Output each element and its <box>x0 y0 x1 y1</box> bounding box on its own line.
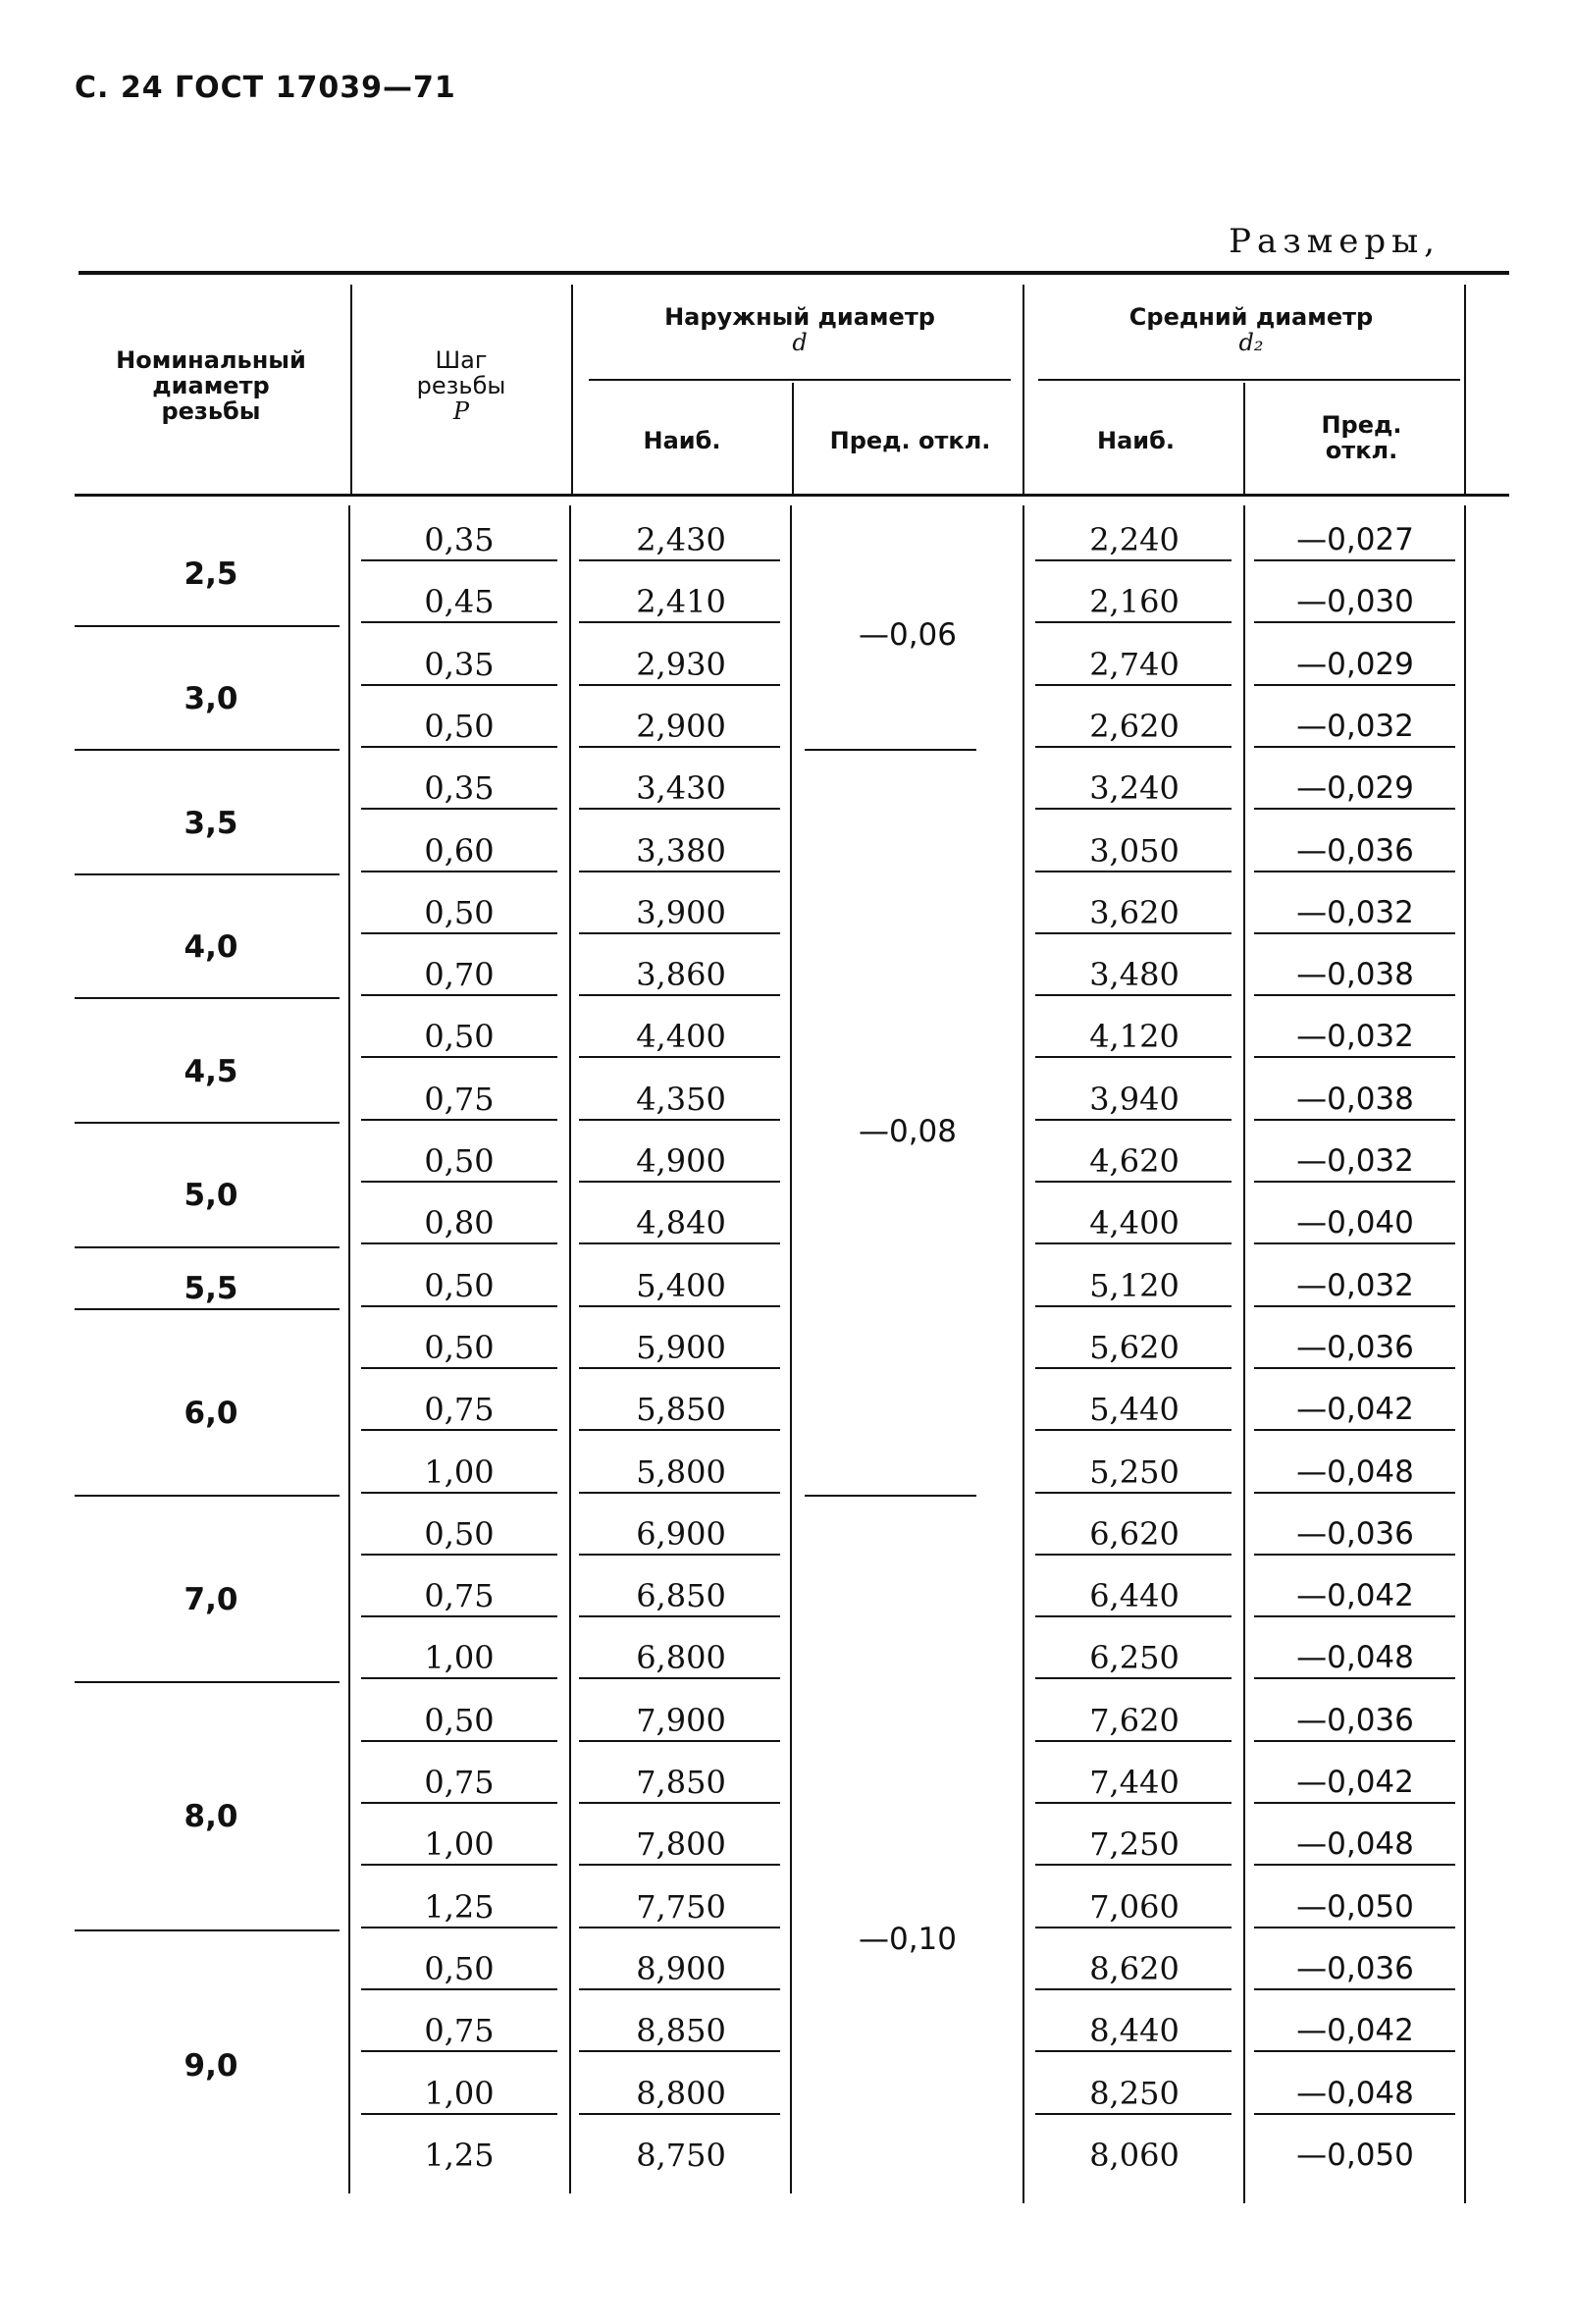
outer-max-cell: 6,850 <box>636 1577 726 1615</box>
middle-max-cell: 7,620 <box>1089 1701 1180 1739</box>
middle-dev-cell: —0,036 <box>1296 1515 1414 1552</box>
nominal-diameter-cell: 7,0 <box>184 1581 238 1617</box>
row-underline <box>579 994 780 996</box>
middle-dev-cell: —0,042 <box>1296 1765 1414 1800</box>
row-underline <box>579 1119 780 1121</box>
row-underline <box>1254 1927 1455 1928</box>
table-caption: Размеры, <box>1229 222 1441 261</box>
row-underline <box>361 808 557 810</box>
row-underline <box>1035 1367 1232 1369</box>
row-underline <box>1035 1429 1232 1431</box>
row-underline <box>579 1740 780 1742</box>
header-bottom-rule <box>75 494 1509 497</box>
group-separator <box>75 1681 340 1683</box>
outer-max-cell: 4,840 <box>636 1204 726 1242</box>
header-outer-diameter: Наружный диаметр d <box>574 304 1025 355</box>
row-underline <box>1035 2113 1232 2115</box>
middle-dev-cell: —0,032 <box>1296 708 1414 744</box>
pitch-cell: 0,75 <box>424 1764 495 1801</box>
middle-dev-cell: —0,042 <box>1296 2013 1414 2049</box>
outer-max-cell: 5,800 <box>636 1452 726 1491</box>
outer-max-cell: 3,380 <box>636 831 726 870</box>
row-underline <box>361 1367 557 1369</box>
row-underline <box>1254 1181 1455 1183</box>
row-underline <box>1254 1615 1455 1617</box>
pitch-cell: 1,00 <box>424 1639 495 1677</box>
row-underline <box>361 1927 557 1928</box>
pitch-cell: 0,60 <box>424 831 495 870</box>
group-separator <box>75 1495 340 1497</box>
row-underline <box>1035 559 1232 561</box>
middle-dev-cell: —0,029 <box>1296 770 1414 807</box>
middle-max-cell: 3,940 <box>1089 1080 1180 1118</box>
middle-dev-cell: —0,048 <box>1296 2075 1414 2111</box>
group-separator <box>75 1246 340 1248</box>
pitch-cell: 0,75 <box>424 2012 495 2050</box>
pitch-cell: 1,25 <box>424 2136 495 2174</box>
group-separator <box>75 1122 340 1124</box>
pitch-cell: 0,35 <box>424 645 495 683</box>
row-underline <box>579 1615 780 1617</box>
middle-dev-cell: —0,042 <box>1296 1392 1414 1428</box>
table-top-rule <box>79 271 1509 275</box>
row-underline <box>1254 1740 1455 1742</box>
middle-max-cell: 3,620 <box>1089 893 1180 931</box>
row-underline <box>1254 621 1455 623</box>
middle-max-cell: 6,440 <box>1089 1577 1180 1615</box>
middle-dev-cell: —0,036 <box>1296 1702 1414 1738</box>
middle-dev-cell: —0,036 <box>1296 1950 1414 1986</box>
group-separator <box>75 873 340 875</box>
header-middle-max: Наиб. <box>1097 427 1175 454</box>
row-underline <box>579 746 780 748</box>
outer-max-cell: 3,430 <box>636 769 726 808</box>
middle-dev-cell: —0,032 <box>1296 1267 1414 1303</box>
row-underline <box>579 1864 780 1866</box>
row-underline <box>579 1554 780 1556</box>
body-vline <box>1243 505 1245 2203</box>
middle-max-cell: 4,400 <box>1089 1204 1180 1242</box>
middle-dev-cell: —0,042 <box>1296 1578 1414 1614</box>
outer-max-cell: 4,400 <box>636 1018 726 1056</box>
group-separator <box>75 997 340 999</box>
row-underline <box>579 1492 780 1494</box>
header-vline <box>1022 285 1024 494</box>
middle-dev-cell: —0,048 <box>1296 1826 1414 1863</box>
row-underline <box>579 871 780 872</box>
row-underline <box>1035 1740 1232 1742</box>
middle-dev-cell: —0,040 <box>1296 1205 1414 1241</box>
nominal-diameter-cell: 5,5 <box>184 1271 238 1307</box>
group-separator <box>75 1308 340 1310</box>
middle-dev-cell: —0,029 <box>1296 646 1414 682</box>
row-underline <box>1035 1864 1232 1866</box>
row-underline <box>361 1181 557 1183</box>
middle-max-cell: 3,480 <box>1089 956 1180 994</box>
row-underline <box>1254 684 1455 686</box>
middle-max-cell: 5,440 <box>1089 1391 1180 1429</box>
pitch-cell: 0,50 <box>424 1514 495 1553</box>
row-underline <box>579 559 780 561</box>
row-underline <box>361 1554 557 1556</box>
row-underline <box>1035 621 1232 623</box>
row-underline <box>1254 994 1455 996</box>
middle-max-cell: 8,440 <box>1089 2012 1180 2050</box>
middle-max-cell: 7,440 <box>1089 1764 1180 1801</box>
outer-max-cell: 3,860 <box>636 956 726 994</box>
row-underline <box>1035 746 1232 748</box>
row-underline <box>361 1988 557 1990</box>
middle-max-cell: 5,620 <box>1089 1328 1180 1366</box>
header-outer-dev: Пред. откл. <box>829 427 991 454</box>
row-underline <box>361 1119 557 1121</box>
row-underline <box>579 621 780 623</box>
row-underline <box>361 1802 557 1804</box>
outer-max-cell: 4,350 <box>636 1080 726 1118</box>
row-underline <box>361 1864 557 1866</box>
middle-dev-cell: —0,048 <box>1296 1640 1414 1676</box>
middle-header-rule <box>1038 379 1460 381</box>
header-nominal: Номинальный диаметр резьбы <box>116 346 306 425</box>
row-underline <box>1035 1305 1232 1307</box>
row-underline <box>1035 1181 1232 1183</box>
group-separator <box>75 625 340 627</box>
row-underline <box>361 932 557 934</box>
row-underline <box>1035 2050 1232 2052</box>
row-underline <box>1254 1492 1455 1494</box>
nominal-diameter-cell: 8,0 <box>184 1799 238 1835</box>
pitch-cell: 0,50 <box>424 707 495 745</box>
row-underline <box>1035 1554 1232 1556</box>
nominal-diameter-cell: 2,5 <box>184 556 238 593</box>
outer-max-cell: 3,900 <box>636 893 726 931</box>
body-vline <box>790 505 792 2193</box>
outer-max-cell: 6,900 <box>636 1514 726 1553</box>
middle-dev-cell: —0,030 <box>1296 584 1414 620</box>
row-underline <box>1254 2050 1455 2052</box>
middle-symbol: d₂ <box>1238 329 1264 356</box>
row-underline <box>361 1305 557 1307</box>
outer-max-cell: 7,850 <box>636 1764 726 1801</box>
row-underline <box>1254 1119 1455 1121</box>
middle-dev-cell: —0,027 <box>1296 522 1414 557</box>
middle-max-cell: 5,250 <box>1089 1452 1180 1491</box>
outer-max-cell: 8,900 <box>636 1949 726 1987</box>
row-underline <box>1035 1677 1232 1679</box>
row-underline <box>361 1615 557 1617</box>
outer-max-cell: 2,430 <box>636 521 726 558</box>
header-vline <box>1243 383 1245 494</box>
row-underline <box>579 684 780 686</box>
header-vline <box>1464 285 1466 494</box>
middle-max-cell: 4,620 <box>1089 1142 1180 1180</box>
row-underline <box>361 2113 557 2115</box>
header-pitch: Шаг резьбы P <box>353 347 569 424</box>
middle-max-cell: 2,160 <box>1089 583 1180 621</box>
row-underline <box>361 559 557 561</box>
middle-dev-cell: —0,032 <box>1296 1019 1414 1055</box>
middle-dev-cell: —0,036 <box>1296 832 1414 869</box>
pitch-cell: 0,35 <box>424 521 495 558</box>
pitch-cell: 0,50 <box>424 893 495 931</box>
outer-max-cell: 2,930 <box>636 645 726 683</box>
outer-max-cell: 7,750 <box>636 1887 726 1926</box>
middle-max-cell: 8,060 <box>1089 2136 1180 2174</box>
row-underline <box>361 746 557 748</box>
row-underline <box>1254 808 1455 810</box>
outer-max-cell: 4,900 <box>636 1142 726 1180</box>
header-middle-diameter: Средний диаметр d₂ <box>1025 304 1477 355</box>
row-underline <box>1035 932 1232 934</box>
pitch-cell: 0,75 <box>424 1391 495 1429</box>
header-vline <box>792 383 794 494</box>
pitch-cell: 0,50 <box>424 1949 495 1987</box>
middle-max-cell: 7,250 <box>1089 1825 1180 1864</box>
row-underline <box>361 1492 557 1494</box>
pitch-cell: 0,70 <box>424 956 495 994</box>
middle-dev-cell: —0,050 <box>1296 1888 1414 1925</box>
middle-max-cell: 8,620 <box>1089 1949 1180 1987</box>
nominal-diameter-cell: 3,5 <box>184 805 238 841</box>
middle-max-cell: 2,740 <box>1089 645 1180 683</box>
row-underline <box>1254 1802 1455 1804</box>
row-underline <box>579 1056 780 1058</box>
pitch-symbol: P <box>452 397 470 425</box>
outer-max-cell: 2,410 <box>636 583 726 621</box>
outer-max-cell: 7,900 <box>636 1701 726 1739</box>
row-underline <box>1254 1056 1455 1058</box>
body-vline <box>1464 505 1466 2203</box>
row-underline <box>1035 1802 1232 1804</box>
middle-max-cell: 5,120 <box>1089 1266 1180 1304</box>
pitch-cell: 0,75 <box>424 1080 495 1118</box>
row-underline <box>579 1802 780 1804</box>
row-underline <box>361 621 557 623</box>
outer-max-cell: 8,850 <box>636 2012 726 2050</box>
pitch-cell: 1,25 <box>424 1887 495 1926</box>
pitch-cell: 1,00 <box>424 1452 495 1491</box>
middle-dev-cell: —0,032 <box>1296 1143 1414 1179</box>
outer-max-cell: 8,800 <box>636 2074 726 2112</box>
row-underline <box>361 2050 557 2052</box>
outer-max-cell: 7,800 <box>636 1825 726 1864</box>
row-underline <box>1254 1677 1455 1679</box>
outer-max-cell: 8,750 <box>636 2136 726 2174</box>
body-vline <box>348 505 350 2193</box>
row-underline <box>1254 2113 1455 2115</box>
row-underline <box>1035 994 1232 996</box>
header-outer-max: Наиб. <box>643 427 721 454</box>
row-underline <box>579 1429 780 1431</box>
row-underline <box>1254 1864 1455 1866</box>
row-underline <box>579 1927 780 1928</box>
middle-dev-cell: —0,032 <box>1296 894 1414 930</box>
row-underline <box>1035 1927 1232 1928</box>
row-underline <box>361 871 557 872</box>
outer-max-cell: 5,850 <box>636 1391 726 1429</box>
pitch-cell: 0,50 <box>424 1142 495 1180</box>
row-underline <box>1254 559 1455 561</box>
row-underline <box>1035 871 1232 872</box>
row-underline <box>1254 871 1455 872</box>
outer-symbol: d <box>792 329 808 356</box>
pitch-cell: 0,50 <box>424 1701 495 1739</box>
row-underline <box>1035 1615 1232 1617</box>
header-middle-dev: Пред. откл. <box>1321 411 1402 464</box>
header-vline <box>571 285 573 494</box>
nominal-diameter-cell: 4,0 <box>184 929 238 966</box>
row-underline <box>361 1429 557 1431</box>
row-underline <box>1035 808 1232 810</box>
row-underline <box>1254 1554 1455 1556</box>
middle-max-cell: 2,620 <box>1089 707 1180 745</box>
row-underline <box>1035 1119 1232 1121</box>
middle-max-cell: 6,620 <box>1089 1514 1180 1553</box>
middle-dev-cell: —0,038 <box>1296 957 1414 993</box>
middle-max-cell: 6,250 <box>1089 1639 1180 1677</box>
body-vline <box>569 505 571 2193</box>
middle-max-cell: 2,240 <box>1089 521 1180 558</box>
outer-header-rule <box>589 379 1011 381</box>
row-underline <box>1254 932 1455 934</box>
group-separator <box>75 749 340 751</box>
row-underline <box>1035 1492 1232 1494</box>
row-underline <box>579 1677 780 1679</box>
deviation-span-separator <box>805 749 976 751</box>
row-underline <box>1254 1367 1455 1369</box>
body-vline <box>1022 505 1024 2203</box>
row-underline <box>361 1740 557 1742</box>
middle-dev-cell: —0,050 <box>1296 2137 1414 2173</box>
header-vline <box>350 285 352 494</box>
row-underline <box>1035 1056 1232 1058</box>
row-underline <box>361 684 557 686</box>
row-underline <box>361 1242 557 1244</box>
row-underline <box>1035 1242 1232 1244</box>
row-underline <box>1254 1242 1455 1244</box>
outer-dev-cell: —0,08 <box>858 1114 958 1149</box>
row-underline <box>361 994 557 996</box>
pitch-cell: 0,50 <box>424 1266 495 1304</box>
row-underline <box>579 2113 780 2115</box>
pitch-cell: 0,75 <box>424 1577 495 1615</box>
middle-max-cell: 3,050 <box>1089 831 1180 870</box>
group-separator <box>75 1929 340 1931</box>
middle-max-cell: 3,240 <box>1089 769 1180 808</box>
row-underline <box>579 1367 780 1369</box>
row-underline <box>1254 746 1455 748</box>
pitch-cell: 0,80 <box>424 1204 495 1242</box>
row-underline <box>1035 684 1232 686</box>
row-underline <box>579 1305 780 1307</box>
nominal-diameter-cell: 5,0 <box>184 1178 238 1214</box>
middle-max-cell: 4,120 <box>1089 1018 1180 1056</box>
row-underline <box>361 1056 557 1058</box>
middle-dev-cell: —0,038 <box>1296 1081 1414 1117</box>
deviation-span-separator <box>805 1495 976 1497</box>
pitch-cell: 0,35 <box>424 769 495 808</box>
outer-max-cell: 5,400 <box>636 1266 726 1304</box>
pitch-cell: 0,45 <box>424 583 495 621</box>
page-header: С. 24 ГОСТ 17039—71 <box>75 71 456 105</box>
row-underline <box>579 1242 780 1244</box>
outer-max-cell: 2,900 <box>636 707 726 745</box>
nominal-diameter-cell: 6,0 <box>184 1395 238 1431</box>
row-underline <box>579 932 780 934</box>
nominal-diameter-cell: 4,5 <box>184 1053 238 1089</box>
middle-dev-cell: —0,048 <box>1296 1453 1414 1490</box>
row-underline <box>1035 1988 1232 1990</box>
pitch-cell: 0,50 <box>424 1018 495 1056</box>
row-underline <box>361 1677 557 1679</box>
row-underline <box>1254 1305 1455 1307</box>
middle-max-cell: 7,060 <box>1089 1887 1180 1926</box>
row-underline <box>1254 1429 1455 1431</box>
pitch-cell: 1,00 <box>424 1825 495 1864</box>
row-underline <box>579 1181 780 1183</box>
row-underline <box>579 808 780 810</box>
row-underline <box>1254 1988 1455 1990</box>
pitch-cell: 0,50 <box>424 1328 495 1366</box>
outer-max-cell: 6,800 <box>636 1639 726 1677</box>
nominal-diameter-cell: 9,0 <box>184 2047 238 2084</box>
middle-max-cell: 8,250 <box>1089 2074 1180 2112</box>
middle-dev-cell: —0,036 <box>1296 1329 1414 1365</box>
outer-dev-cell: —0,06 <box>858 616 958 653</box>
row-underline <box>579 1988 780 1990</box>
pitch-cell: 1,00 <box>424 2074 495 2112</box>
nominal-diameter-cell: 3,0 <box>184 680 238 716</box>
outer-max-cell: 5,900 <box>636 1328 726 1366</box>
row-underline <box>579 2050 780 2052</box>
outer-dev-cell: —0,10 <box>858 1921 958 1957</box>
